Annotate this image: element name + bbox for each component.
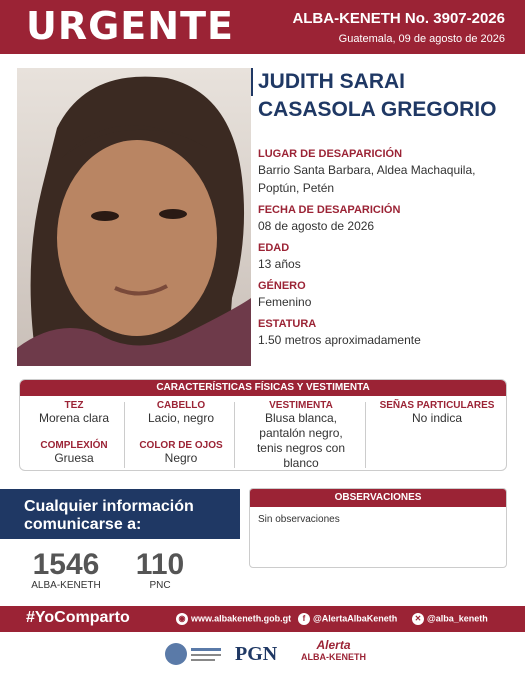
coat-of-arms-logo [163,640,223,670]
person-name-line1: JUDITH SARAI [258,70,406,93]
senas-label: SEÑAS PARTICULARES [379,400,495,411]
field-age [258,242,520,272]
col-vestimenta [238,400,364,471]
field-value: Barrio Santa Barbara, Aldea Machaquila, [258,163,476,177]
ojos-value: Negro [164,451,198,465]
header-banner [0,0,525,54]
observations-title: OBSERVACIONES [250,489,506,507]
field-gender [258,280,520,310]
website-link[interactable] [176,613,291,625]
vestimenta-line: Blusa blanca, [264,411,338,425]
observations-panel [249,488,507,568]
field-location [258,148,520,196]
field-label: LUGAR DE DESAPARICIÓN [258,148,403,160]
divider [365,402,366,468]
field-height [258,318,520,348]
footer-bar [0,606,525,632]
ojos-label: COLOR DE OJOS [139,440,223,451]
gov-logo [163,640,223,673]
field-label: FECHA DE DESAPARICIÓN [258,204,401,216]
col-tez [24,400,124,466]
facebook-link[interactable] [298,613,397,625]
twitter-link[interactable] [412,613,488,625]
cabello-label: CABELLO [156,400,206,411]
cabello-value: Lacio, negro [147,411,215,425]
field-label: EDAD [258,242,290,254]
field-value: 13 años [258,257,301,271]
divider [124,402,125,468]
globe-icon: ◉ [176,613,188,625]
field-value: Poptún, Petén [258,181,335,195]
phone-pnc-label: PNC [149,580,171,591]
missing-person-photo [17,68,251,366]
photo-illustration [17,68,251,366]
observations-text: Sin observaciones [258,514,340,525]
field-date [258,204,520,234]
alert-number: ALBA-KENETH No. 3907-2026 [292,10,505,27]
phone-alba-keneth-label: ALBA-KENETH [31,580,101,591]
contact-banner [0,489,240,539]
phone-pnc[interactable]: 110 [135,548,185,581]
characteristics-panel [19,379,507,471]
complexion-value: Gruesa [54,451,94,465]
vestimenta-label: VESTIMENTA [269,400,333,411]
col-cabello [128,400,234,466]
characteristics-title: CARACTERÍSTICAS FÍSICAS Y VESTIMENTA [20,380,506,396]
facebook-text: @AlertaAlbaKeneth [313,613,398,624]
person-info [258,68,520,348]
facebook-icon: f [298,613,310,625]
divider [234,402,235,468]
alerta-logo [301,638,366,662]
urgent-title: URGENTE [26,4,234,48]
field-value: Femenino [258,295,312,309]
alerta-logo-line1: Alerta [316,638,351,652]
contact-line1: Cualquier información [24,498,194,515]
pgn-logo: PGN [235,643,278,665]
field-label: ESTATURA [258,318,317,330]
phone-alba-keneth[interactable]: 1546 [32,548,100,581]
vestimenta-line: pantalón negro, [259,426,343,440]
twitter-text: @alba_keneth [427,613,488,624]
tez-value: Morena clara [38,411,110,425]
field-value: 1.50 metros aproximadamente [258,333,421,347]
col-senas [368,400,506,426]
hashtag: #YoComparto [26,609,130,626]
field-value: 08 de agosto de 2026 [258,219,375,233]
name-accent-bar [251,68,253,96]
field-label: GÉNERO [258,280,306,292]
website-text: www.albakeneth.gob.gt [191,613,292,624]
complexion-label: COMPLEXIÓN [40,440,108,451]
x-twitter-icon: ✕ [412,613,424,625]
person-name-line2: CASASOLA GREGORIO [258,98,497,121]
location-date: Guatemala, 09 de agosto de 2026 [338,33,505,45]
contact-line2: comunicarse a: [24,516,142,533]
senas-value: No indica [411,411,463,425]
vestimenta-line: tenis negros con [256,441,346,455]
tez-label: TEZ [64,400,84,411]
alerta-logo-line2: ALBA-KENETH [301,652,366,662]
vestimenta-line: blanco [283,456,319,470]
